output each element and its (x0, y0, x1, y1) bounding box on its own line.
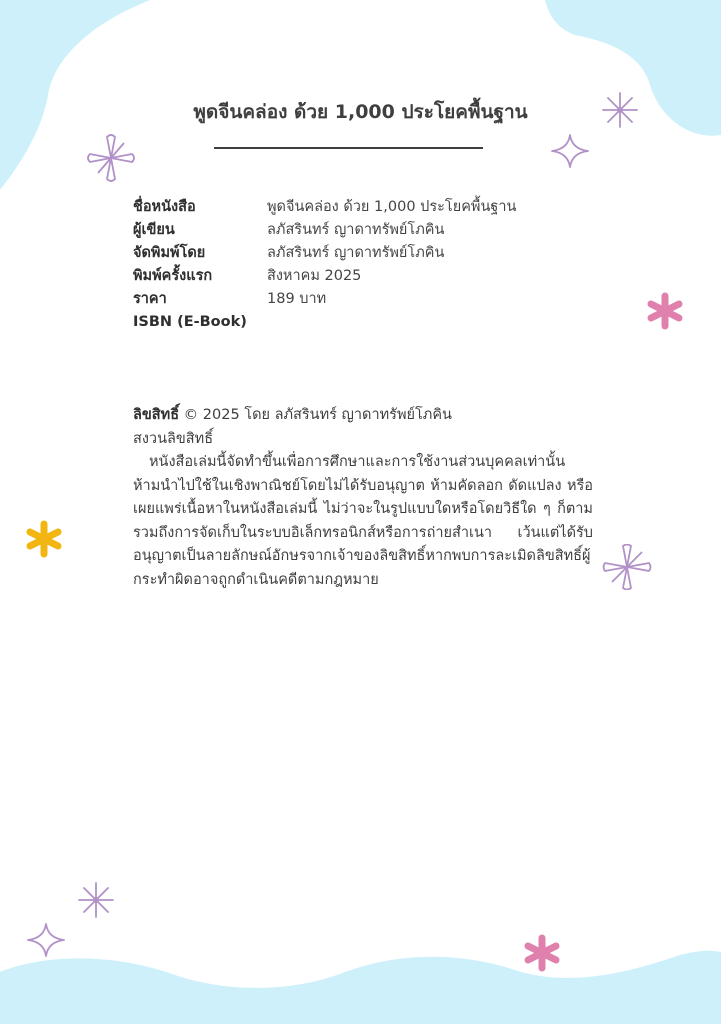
pink-asterisk-icon-bottom (522, 934, 562, 972)
copyright-body: หนังสือเล่มนี้จัดทำขึ้นเพื่อการศึกษาและการใช้งานส่วนบุคคลเท่านั้น ห้ามนำไปใช้ในเชิงพาณิชย์โดยไม่ได้รับอนุญาต ห้ามคัดลอก ดัดแปลง หรือเผยแพร่เนื้อหาในหนังสือเล่มนี้ ไม่ว่าจะในรูปแบบใดหรือโดยวิธีใด ๆ ก็ตาม รวมถึงการจัดเก็บในระบบอิเล็กทรอนิกส์หรือการถ่ายสำเนา เว้นแต่ได้รับอนุญาตเป็นลายลักษณ์อักษรจากเจ้าของลิขสิทธิ์หากพบการละเมิดลิขสิทธิ์ผู้กระทำผิดอาจถูกดำเนินคดีตามกฎหมาย (133, 454, 593, 588)
info-value: ลภัสรินทร์ ญาดาทรัพย์โภคิน (267, 245, 445, 261)
page-title: พูดจีนคล่อง ด้วย 1,000 ประโยคพื้นฐาน (193, 101, 528, 123)
info-label: ผู้เขียน (133, 222, 175, 238)
sparkle-icon-bottom (26, 922, 66, 958)
info-row-price (133, 288, 516, 311)
info-label: ราคา (133, 291, 167, 307)
copyright-line (133, 404, 593, 428)
copyright-section (133, 404, 593, 592)
info-row-isbn (133, 311, 516, 334)
info-label: จัดพิมพ์โดย (133, 245, 206, 261)
rights-reserved: สงวนลิขสิทธิ์ (133, 430, 214, 447)
sparkle-icon (550, 133, 590, 169)
starburst-icon-bottom (76, 880, 116, 920)
info-value: ลภัสรินทร์ ญาดาทรัพย์โภคิน (267, 222, 445, 238)
info-row-book-title (133, 196, 516, 219)
pink-asterisk-icon (645, 292, 685, 330)
info-value: 189 บาท (267, 291, 327, 307)
info-row-publisher (133, 242, 516, 265)
info-label: พิมพ์ครั้งแรก (133, 268, 213, 284)
yellow-asterisk-icon (24, 520, 64, 558)
book-info (133, 196, 516, 334)
lilac-flower-icon-right (602, 544, 652, 590)
title-divider (214, 147, 483, 149)
info-value: สิงหาคม 2025 (267, 268, 362, 284)
info-row-author (133, 219, 516, 242)
copyright-label: ลิขสิทธิ์ (133, 407, 180, 423)
info-label: ชื่อหนังสือ (133, 199, 196, 215)
info-label: ISBN (E-Book) (133, 314, 247, 330)
info-value: พูดจีนคล่อง ด้วย 1,000 ประโยคพื้นฐาน (267, 199, 517, 215)
copyright-notice: © 2025 โดย ลภัสรินทร์ ญาดาทรัพย์โภคิน (183, 407, 452, 423)
lilac-flower-icon (86, 133, 136, 183)
info-row-first-print (133, 265, 516, 288)
bottom-wave (0, 951, 721, 1024)
